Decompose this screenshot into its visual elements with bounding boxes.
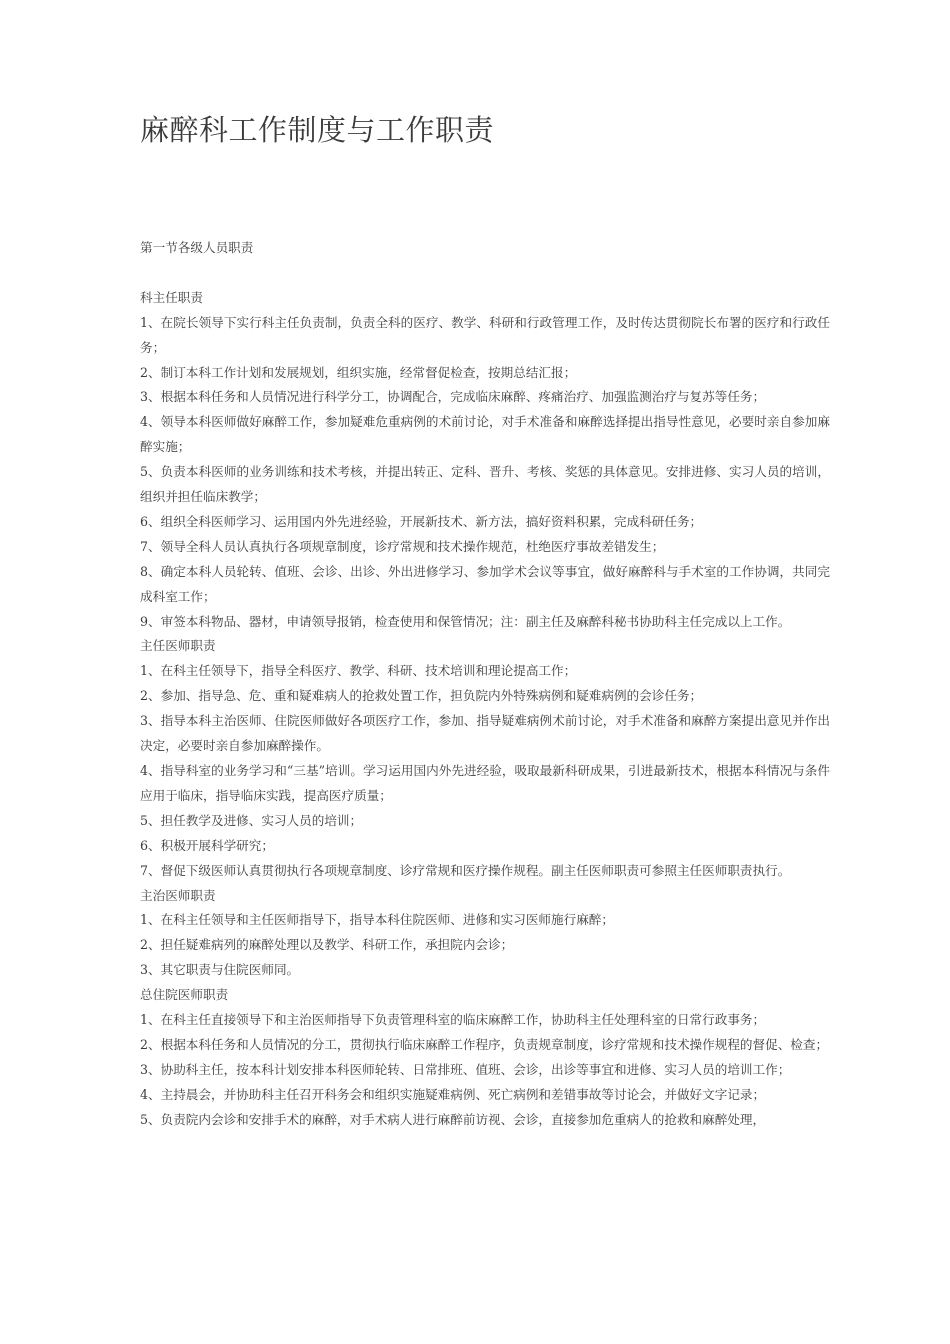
paragraph: 1、在科主任领导和主任医师指导下，指导本科住院医师、进修和实习医师施行麻醉； [140,912,614,928]
paragraph: 2、担任疑难病列的麻醉处理以及教学、科研工作，承担院内会诊； [140,937,514,953]
paragraph: 5、负责院内会诊和安排手术的麻醉，对手术病人进行麻醉前访视、会诊，直接参加危重病人的抢救和麻醉处理， [140,1111,766,1127]
subheading: 总住院医师职责 [140,987,229,1003]
paragraph: 7、督促下级医师认真贯彻执行各项规章制度、诊疗常规和医疗操作规程。副主任医师职责可参照主任医师职责执行。 [140,862,791,878]
paragraph: 5、负责本科医师的业务训练和技术考核，并提出转正、定科、晋升、考核、奖惩的具体意见。安排进修、实习人员的培训，组织并担任临床教学； [140,464,830,505]
subheading: 主治医师职责 [140,887,216,903]
paragraph: 9、审签本科物品、器材，申请领导报销，检查使用和保管情况；注：副主任及麻醉科秘书协助科主任完成以上工作。 [140,613,791,629]
paragraph: 2、参加、指导急、危、重和疑难病人的抢救处置工作，担负院内外特殊病例和疑难病例的会诊任务； [140,688,703,704]
paragraph: 1、在科主任领导下，指导全科医疗、教学、科研、技术培训和理论提高工作； [140,663,577,679]
paragraph: 1、在科主任直接领导下和主治医师指导下负责管理科室的临床麻醉工作，协助科主任处理科室的日常行政事务； [140,1012,766,1028]
paragraph: 6、积极开展科学研究； [140,837,274,853]
paragraph: 4、主持晨会，并协助科主任召开科务会和组织实施疑难病例、死亡病例和差错事故等讨论会，并做好文字记录； [140,1086,766,1102]
paragraph: 3、其它职责与住院医师同。 [140,962,300,978]
paragraph: 6、组织全科医师学习、运用国内外先进经验，开展新技术、新方法，搞好资料积累，完成科研任务； [140,513,703,529]
paragraph: 3、协助科主任，按本科计划安排本科医师轮转、日常排班、值班、会诊，出诊等事宜和进修、实习人员的培训工作； [140,1061,791,1077]
paragraph: 2、制订本科工作计划和发展规划，组织实施，经常督促检查，按期总结汇报； [140,364,577,380]
section-heading: 第一节各级人员职责 [140,240,254,255]
paragraph: 7、领导全科人员认真执行各项规章制度，诊疗常规和技术操作规范，杜绝医疗事故差错发生； [140,538,665,554]
document-body [140,236,830,1133]
subheading: 科主任职责 [140,289,203,305]
paragraph: 1、在院长领导下实行科主任负责制，负责全科的医疗、教学、科研和行政管理工作，及时传达贯彻院长布署的医疗和行政任务； [140,314,830,355]
paragraph: 4、领导本科医师做好麻醉工作，参加疑难危重病例的术前讨论，对手术准备和麻醉选择提出指导性意见，必要时亲自参加麻醉实施； [140,414,830,455]
subheading: 主任医师职责 [140,638,216,654]
paragraph: 3、指导本科主治医师、住院医师做好各项医疗工作，参加、指导疑难病例术前讨论，对手术准备和麻醉方案提出意见并作出决定，必要时亲自参加麻醉操作。 [140,713,830,754]
paragraph: 2、根据本科任务和人员情况的分工，贯彻执行临床麻醉工作程序，负责规章制度，诊疗常规和技术操作规程的督促、检查； [140,1036,829,1052]
paragraph: 5、担任教学及进修、实习人员的培训； [140,812,363,828]
paragraph: 3、根据本科任务和人员情况进行科学分工，协调配合，完成临床麻醉、疼痛治疗、加强监测治疗与复苏等任务； [140,389,766,405]
paragraph: 8、确定本科人员轮转、值班、会诊、出诊、外出进修学习、参加学术会议等事宜，做好麻醉科与手术室的工作协调，共同完成科室工作； [140,563,830,604]
document-title: 麻醉科工作制度与工作职责 [140,113,495,147]
paragraph: 4、指导科室的业务学习和“三基”培训。学习运用国内外先进经验，吸取最新科研成果，引进最新技术，根据本科情况与条件应用于临床，指导临床实践，提高医疗质量； [140,763,830,803]
